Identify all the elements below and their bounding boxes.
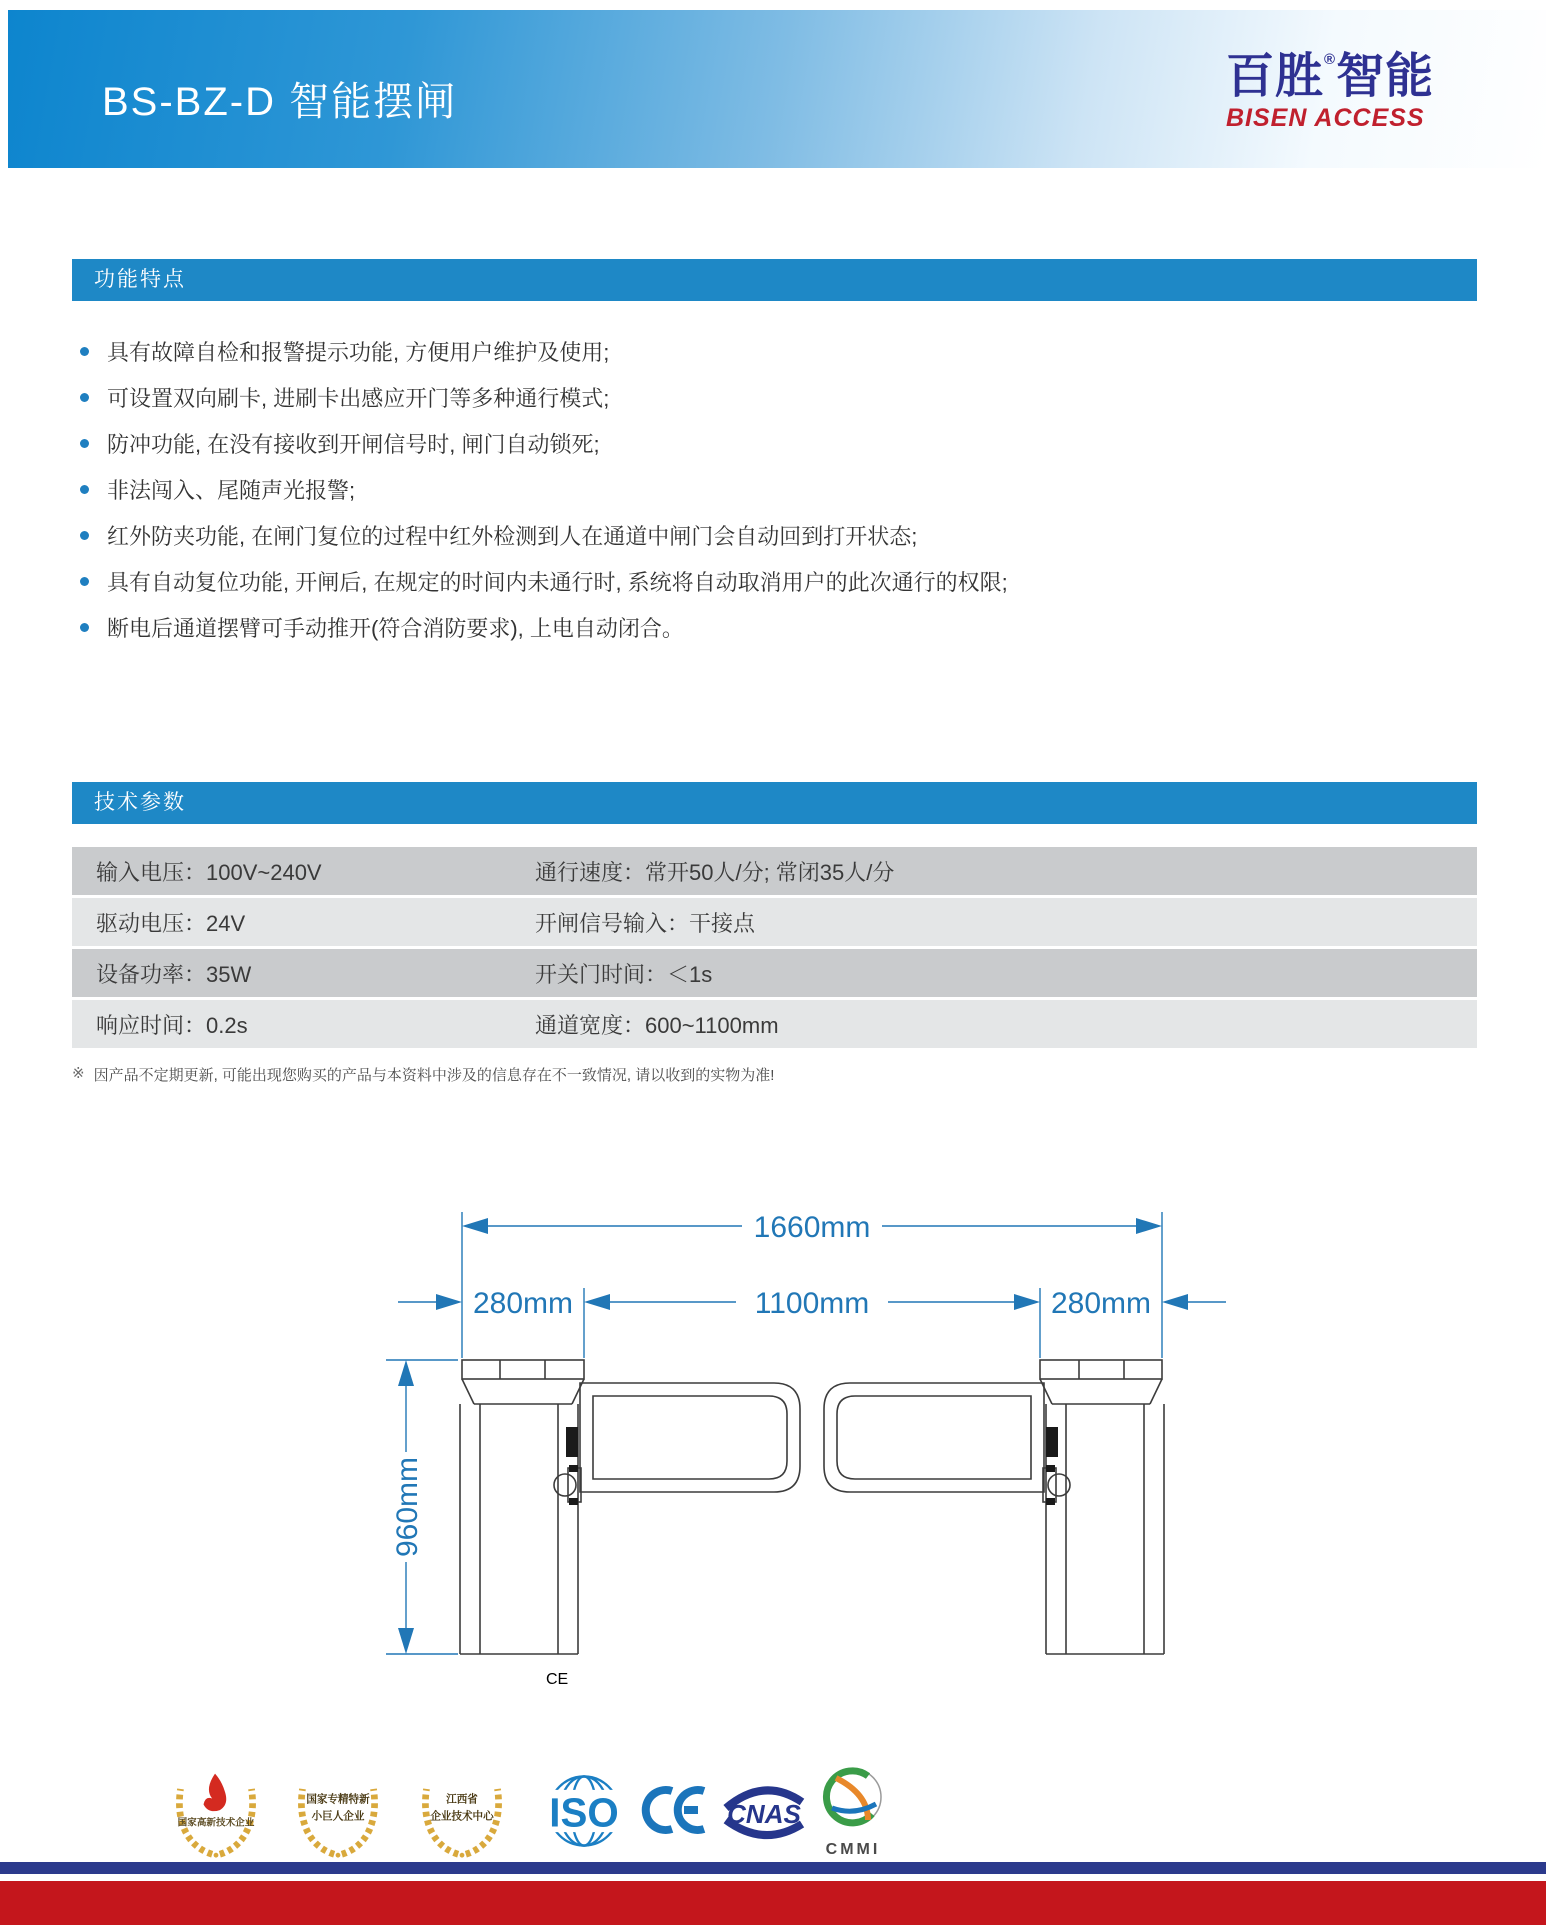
cert-specialized-sme-icon [290, 1762, 386, 1862]
feature-text: 红外防夹功能, 在闸门复位的过程中红外检测到人在通道中闸门会自动回到打开状态; [107, 523, 918, 549]
cert-iso-icon [536, 1760, 632, 1862]
bullet-dot-icon [80, 577, 89, 586]
cert-label-line2: 小巨人企业 [311, 1810, 365, 1823]
dim-total-label: 1660mm [753, 1211, 871, 1244]
feature-text: 断电后通道摆臂可手动推开(符合消防要求), 上电自动闭合。 [107, 615, 684, 641]
dimension-arrows [398, 1218, 1188, 1654]
brand-cn-part1: 百胜 [1226, 50, 1325, 103]
brand-logo-english: BISEN ACCESS [1226, 104, 1425, 133]
dim-right-label: 280mm [1050, 1287, 1152, 1320]
spec-cell: 设备功率：35W [96, 961, 252, 987]
bullet-dot-icon [80, 347, 89, 356]
dim-height-label: 960mm [391, 1456, 424, 1558]
feature-text: 可设置双向刷卡, 进刷卡出感应开门等多种通行模式; [107, 385, 610, 411]
gate-dimension-drawing [370, 1150, 1250, 1670]
feature-item [72, 466, 1472, 512]
note-text: 因产品不定期更新, 可能出现您购买的产品与本资料中涉及的信息存在不一致情况, 请以收到的实物为准! [93, 1067, 775, 1084]
note-marker: ※ [72, 1065, 85, 1082]
bullet-dot-icon [80, 485, 89, 494]
cert-cmmi-icon [818, 1764, 888, 1862]
cert-label: ISO [549, 1789, 619, 1836]
spec-cell: 开关门时间：＜1s [535, 961, 713, 987]
registered-mark-icon: ® [1324, 51, 1337, 68]
dim-center-label: 1100mm [754, 1287, 870, 1320]
dim-left-label: 280mm [472, 1287, 574, 1320]
table-row [72, 898, 1477, 946]
bullet-dot-icon [80, 531, 89, 540]
cert-label: 国家高新技术企业 [177, 1817, 255, 1829]
footer-accent-bar-blue [0, 1862, 1546, 1874]
cert-label: CNAS [727, 1799, 801, 1829]
feature-text: 具有故障自检和报警提示功能, 方便用户维护及使用; [107, 339, 610, 365]
cert-label-line2: 企业技术中心 [430, 1810, 494, 1823]
feature-item [72, 328, 1472, 374]
feature-item [72, 512, 1472, 558]
feature-text: 具有自动复位功能, 开闸后, 在规定的时间内未通行时, 系统将自动取消用户的此次通行的权限; [107, 569, 1008, 595]
specs-table [72, 847, 1477, 1051]
table-row [72, 1000, 1477, 1048]
cert-label-line1: 江西省 [446, 1793, 478, 1806]
features-list [72, 328, 1472, 650]
spec-cell: 驱动电压：24V [96, 910, 246, 936]
spec-cell: 开闸信号输入：干接点 [535, 910, 756, 936]
feature-item [72, 558, 1472, 604]
footer-accent-bar-red [0, 1881, 1546, 1925]
spec-cell: 通道宽度：600~1100mm [535, 1012, 779, 1038]
spec-cell: 响应时间：0.2s [96, 1012, 248, 1038]
section-bar-features: 功能特点 [72, 259, 1477, 301]
feature-text: 非法闯入、尾随声光报警; [107, 477, 356, 503]
table-row [72, 949, 1477, 997]
brand-logo [1226, 52, 1476, 133]
cert-jiangxi-tech-center-icon [414, 1762, 510, 1862]
feature-text: 防冲功能, 在没有接收到开闸信号时, 闸门自动锁死; [107, 431, 600, 457]
cert-cnas-icon [722, 1782, 806, 1844]
cert-label-line1: 国家专精特新 [306, 1793, 370, 1806]
feature-item [72, 374, 1472, 420]
cert-label: CMMI [825, 1841, 881, 1858]
bullet-dot-icon [80, 623, 89, 632]
cert-national-high-tech-icon [168, 1762, 264, 1862]
page-title: BS-BZ-D 智能摆闸 [102, 80, 458, 124]
disclaimer-note [72, 1064, 774, 1085]
gate-outline [460, 1360, 1164, 1654]
flame-icon [204, 1774, 227, 1812]
spec-cell: 输入电压：100V~240V [96, 859, 322, 885]
table-row [72, 847, 1477, 895]
section-bar-specs: 技术参数 [72, 782, 1477, 824]
brand-cn-part2: 智能 [1336, 50, 1435, 103]
cert-label: CE [546, 1671, 569, 1688]
bullet-dot-icon [80, 439, 89, 448]
bullet-dot-icon [80, 393, 89, 402]
spec-cell: 通行速度：常开50人/分; 常闭35人/分 [535, 859, 895, 885]
gate-fittings [566, 1427, 1058, 1505]
feature-item [72, 604, 1472, 650]
feature-item [72, 420, 1472, 466]
dimension-lines [386, 1212, 1226, 1654]
dimension-labels [391, 1211, 1151, 1557]
brand-logo-chinese [1226, 52, 1476, 102]
